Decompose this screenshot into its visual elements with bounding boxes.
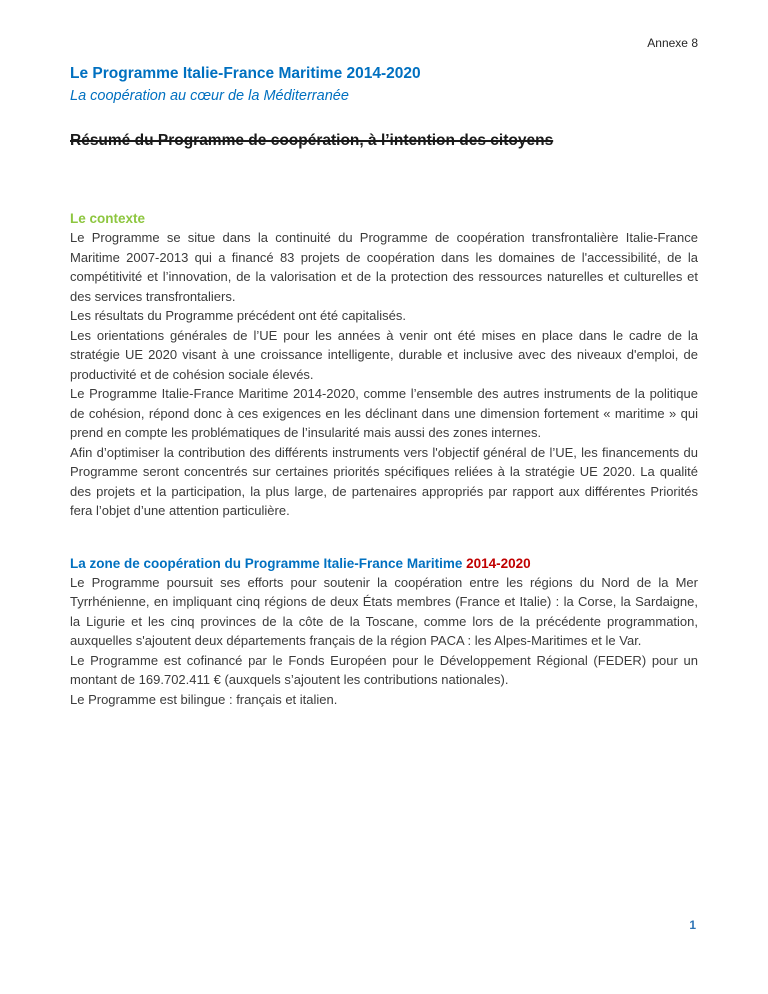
context-paragraph-4: Le Programme Italie-France Maritime 2014-2020, comme l’ensemble des autres instruments de la politique de cohésion, répond donc à ces exigences en les déclinant dans une dimension fortement « maritime » qui prend en compte les problématiques de l’insularité mais aussi des zones internes. <box>70 386 698 440</box>
section-heading-zone-dates: 2014-2020 <box>466 555 531 571</box>
context-paragraph-5: Afin d’optimiser la contribution des différents instruments vers l'objectif général de l’UE, les financements du Programme seront concentrés sur certaines priorités spécifiques reliées à la stratégie UE 2020. La qualité des projets et la participation, la plus large, de partenaires appropriés par rapport aux différentes Priorités fera l’objet d’une attention particulière. <box>70 444 698 518</box>
section-heading-zone-text: La zone de coopération du Programme Italie-France Maritime <box>70 555 467 571</box>
document-title: Le Programme Italie-France Maritime 2014-2020 <box>70 65 421 82</box>
zone-paragraph-3: Le Programme est bilingue : français et italien. <box>70 691 338 707</box>
context-paragraph-3: Les orientations générales de l’UE pour les années à venir ont été mises en place dans le cadre de la stratégie UE 2020 visant à une croissance intelligente, durable et inclusive avec des niveaux d'emploi, de productivité et de cohésion sociale élevés. <box>70 327 698 382</box>
page-number: 1 <box>689 918 696 932</box>
section-heading-context: Le contexte <box>70 211 146 226</box>
zone-paragraph-1: Le Programme poursuit ses efforts pour soutenir la coopération entre les régions du Nord de la Mer Tyrrhénienne, en impliquant cinq régions de deux États membres (France et Italie) : la Corse, la Sardaigne, la Ligurie et les cinq provinces de la côte de la Toscane, comme lors de la précédente programmation, auxquelles s'ajoutent deux départements français de la région PACA : les Alpes-Maritimes et le Var. <box>70 574 698 648</box>
summary-heading-strikethrough: Résumé du Programme de coopération, à l’intention des citoyens <box>70 132 554 149</box>
context-paragraph-1: Le Programme se situe dans la continuité du Programme de coopération transfrontalière Italie-France Maritime 2007-2013 qui a financé 83 projets de coopération dans les domaines de l'accessibilité, de la compétitivité et l’innovation, de la valorisation et de la protection des ressources naturelles et culturelles et des services transfrontaliers. <box>70 230 698 304</box>
annex-label: Annexe 8 <box>647 36 698 50</box>
context-paragraph-2: Les résultats du Programme précédent ont été capitalisés. <box>70 308 407 323</box>
zone-paragraph-2: Le Programme est cofinancé par le Fonds Européen pour le Développement Régional (FEDER) pour un montant de 169.702.411 € (auxquels s’ajoutent les contributions nationales). <box>70 652 698 687</box>
document-subtitle: La coopération au cœur de la Méditerranée <box>70 88 349 104</box>
section-heading-zone <box>70 555 698 573</box>
